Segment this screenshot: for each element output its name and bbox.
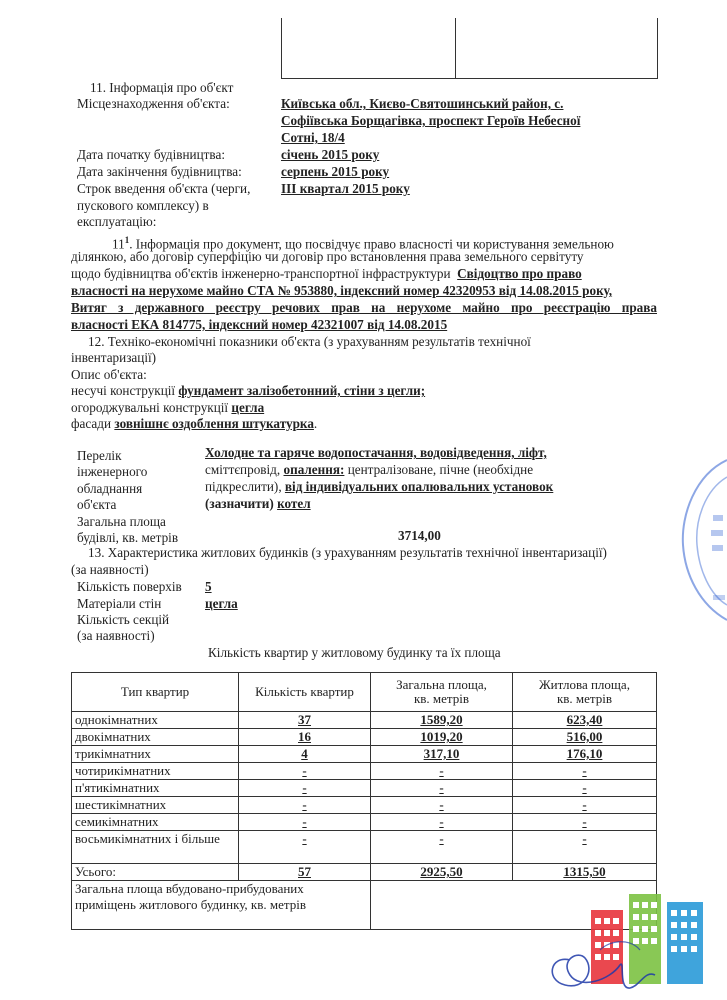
- description-label: Опис об'єкта:: [71, 367, 147, 382]
- table-row: [72, 729, 657, 746]
- row-total-area: -: [371, 780, 513, 797]
- sections-label-line2: (за наявності): [77, 628, 155, 643]
- row-count: -: [239, 780, 371, 797]
- row-total-area: -: [371, 831, 513, 864]
- location-value-line2: Софіївська Борщагівка, проспект Героїв Небесної: [281, 113, 581, 128]
- row-count: -: [239, 797, 371, 814]
- row-type: восьмикімнатних і більше: [72, 831, 239, 864]
- row-count: -: [239, 831, 371, 864]
- row-count: -: [239, 814, 371, 831]
- row-count: -: [239, 763, 371, 780]
- table-row-total: [72, 864, 657, 881]
- section-12-line2: інвентаризації): [71, 350, 157, 365]
- table-row: [72, 814, 657, 831]
- walls-value: цегла: [205, 596, 238, 611]
- row-total-area: 317,10: [371, 746, 513, 763]
- end-date-label: Дата закінчення будівництва:: [77, 164, 242, 179]
- engineering-value-line2: сміттєпровід, опалення: централізоване, пічне (необхідне: [205, 462, 534, 477]
- row-total-area: -: [371, 814, 513, 831]
- section-11-1-line1: $11^1$. Інформація про документ, що посвідчує право власності чи користування земельною: [112, 235, 614, 252]
- stamp-fragment: [675, 455, 727, 625]
- header-total-area: Загальна площа, кв. метрів: [371, 673, 513, 712]
- row-type: двокімнатних: [72, 729, 239, 746]
- row-count: 16: [239, 729, 371, 746]
- engineering-value-line3: підкреслити), від індивідуальних опалювальних установок: [205, 479, 554, 494]
- section-11-1-line3: щодо будівництва об'єктів інженерно-транспортної інфраструктури Свідоцтво про право: [71, 266, 582, 281]
- row-living-area: -: [513, 797, 657, 814]
- header-count: Кількість квартир: [239, 673, 371, 712]
- row-living-area: -: [513, 780, 657, 797]
- location-value-line1: Київська обл., Києво-Святошинський район, с.: [281, 96, 564, 111]
- commission-label-line2: пускового комплексу) в: [77, 198, 209, 213]
- floors-label: Кількість поверхів: [77, 579, 182, 594]
- header-type: Тип квартир: [72, 673, 239, 712]
- table-row: [72, 780, 657, 797]
- row-total-area: 1589,20: [371, 712, 513, 729]
- table-row: [72, 797, 657, 814]
- row-type: трикімнатних: [72, 746, 239, 763]
- table-row: [72, 746, 657, 763]
- section-11-1-line2: ділянкою, або договір суперфіцію чи договір про встановлення права земельного сервітуту: [71, 249, 584, 264]
- engineering-value-line1: Холодне та гаряче водопостачання, водовідведення, ліфт,: [205, 445, 547, 460]
- facades: фасади зовнішнє оздоблення штукатурка.: [71, 416, 318, 431]
- section-12-line1: 12. Техніко-економічні показники об'єкта (з урахуванням результатів технічної: [88, 334, 531, 349]
- row-count: 37: [239, 712, 371, 729]
- row-total-area: -: [371, 763, 513, 780]
- row-type: Усього:: [72, 864, 239, 881]
- table-divider: [455, 18, 456, 78]
- row-living-area: 516,00: [513, 729, 657, 746]
- engineering-label-line3: обладнання: [77, 481, 143, 496]
- total-area-label-line2: будівлі, кв. метрів: [77, 530, 179, 545]
- engineering-label-line1: Перелік: [77, 448, 122, 463]
- section-13-line1: 13. Характеристика житлових будинків (з урахуванням результатів технічної інвентаризації): [88, 545, 607, 560]
- row-count: 4: [239, 746, 371, 763]
- location-label: Місцезнаходження об'єкта:: [77, 96, 230, 111]
- row-total-area: 2925,50: [371, 864, 513, 881]
- row-type: семикімнатних: [72, 814, 239, 831]
- total-area-value: 3714,00: [398, 528, 441, 543]
- apartments-table: [71, 672, 657, 930]
- engineering-value-line4: (зазначити) котел: [205, 496, 311, 511]
- table-row: [72, 763, 657, 780]
- header-living-area: Житлова площа, кв. метрів: [513, 673, 657, 712]
- row-total-area: -: [371, 797, 513, 814]
- engineering-label-line2: інженерного: [77, 464, 148, 479]
- row-type: чотирикімнатних: [72, 763, 239, 780]
- row-type: шестикімнатних: [72, 797, 239, 814]
- walls-label: Матеріали стін: [77, 596, 162, 611]
- row-count: 57: [239, 864, 371, 881]
- total-area-label-line1: Загальна площа: [77, 514, 166, 529]
- commission-label-line1: Строк введення об'єкта (черги,: [77, 181, 251, 196]
- section-13-line2: (за наявності): [71, 562, 149, 577]
- ownership-doc-line4: власності ЕКА 814775, індексний номер 42321007 від 14.08.2015: [71, 317, 448, 332]
- row-living-area: -: [513, 763, 657, 780]
- row-living-area: -: [513, 814, 657, 831]
- table-header-row: [72, 673, 657, 712]
- row-type: однокімнатних: [72, 712, 239, 729]
- row-living-area: -: [513, 831, 657, 864]
- start-date-value: січень 2015 року: [281, 147, 380, 162]
- row-living-area: 176,10: [513, 746, 657, 763]
- start-date-label: Дата початку будівництва:: [77, 147, 225, 162]
- row-total-area: 1019,20: [371, 729, 513, 746]
- built-in-area-label: Загальна площа вбудовано-прибудованих приміщень житлового будинку, кв. метрів: [72, 881, 371, 930]
- previous-table-fragment: [281, 18, 658, 79]
- row-living-area: 1315,50: [513, 864, 657, 881]
- row-type: п'ятикімнатних: [72, 780, 239, 797]
- end-date-value: серпень 2015 року: [281, 164, 390, 179]
- enclosing-structures: огороджувальні конструкції цегла: [71, 400, 265, 415]
- table-row: [72, 712, 657, 729]
- floors-value: 5: [205, 579, 212, 594]
- row-living-area: 623,40: [513, 712, 657, 729]
- section-11-heading: 11. Інформація про об'єкт: [90, 80, 234, 95]
- table-caption: Кількість квартир у житловому будинку та їх площа: [208, 645, 501, 660]
- engineering-label-line4: об'єкта: [77, 497, 117, 512]
- signature: [540, 930, 670, 1000]
- location-value-line3: Сотні, 18/4: [281, 130, 345, 145]
- commission-label-line3: експлуатацію:: [77, 214, 157, 229]
- table-row: [72, 831, 657, 864]
- sections-label-line1: Кількість секцій: [77, 612, 170, 627]
- bearing-structures: несучі конструкції фундамент залізобетонний, стіни з цегли;: [71, 383, 426, 398]
- ownership-doc-line2: власності на нерухоме майно СТА № 953880, індексний номер 42320953 від 14.08.2015 року,: [71, 283, 613, 298]
- ownership-doc-line3: Витяг з державного реєстру речових прав на нерухоме майно про реєстрацію права: [71, 300, 657, 315]
- commission-value: III квартал 2015 року: [281, 181, 410, 196]
- built-in-area-row: [72, 881, 657, 930]
